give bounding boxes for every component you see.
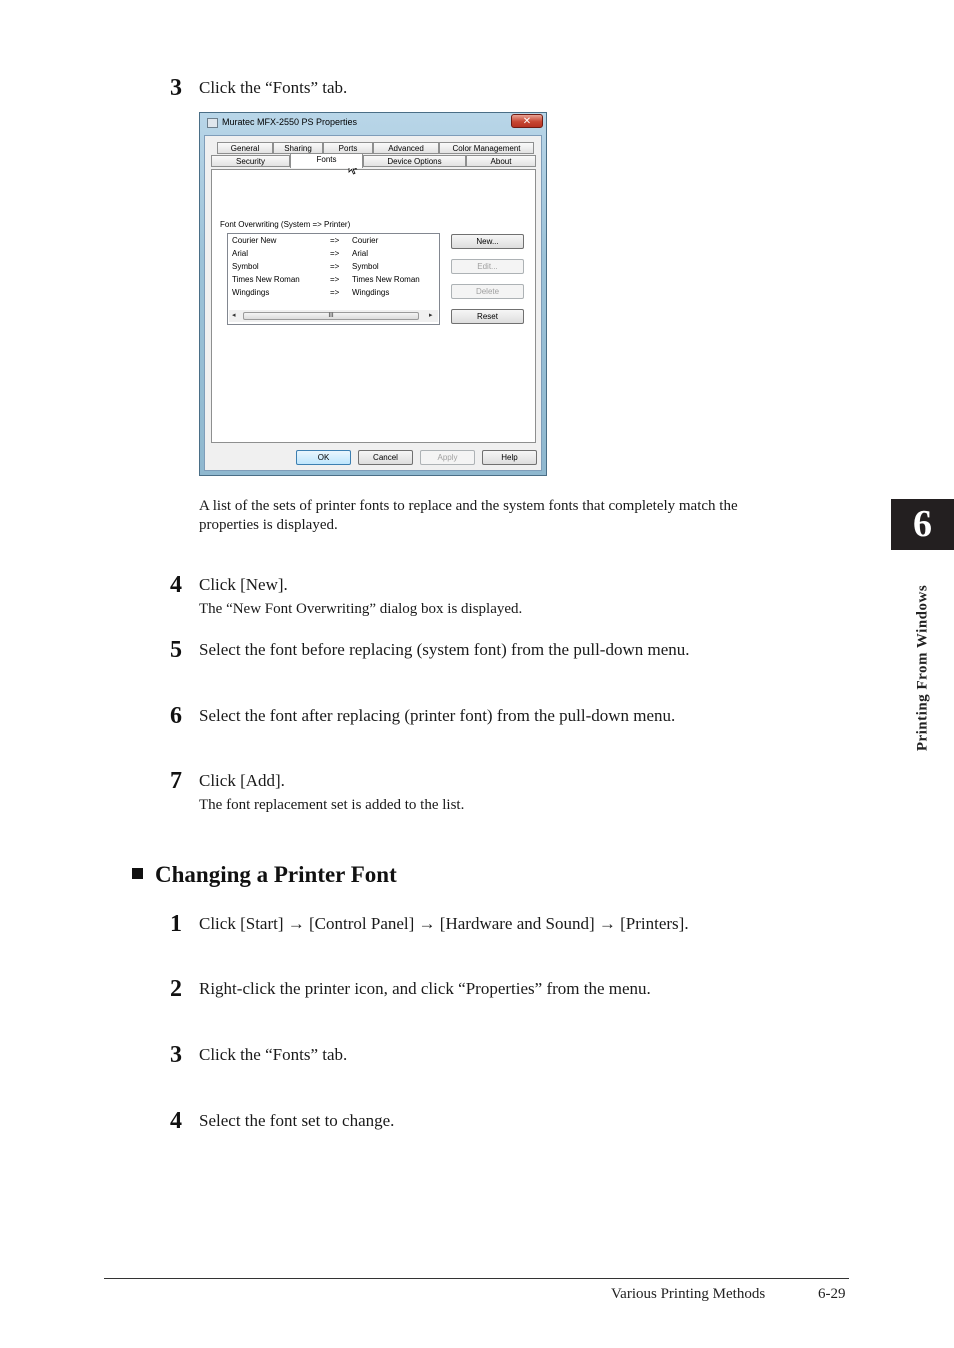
apply-button[interactable]: Apply: [420, 450, 475, 465]
caption-line-2: properties is displayed.: [199, 517, 338, 533]
dialog-body: [204, 135, 542, 471]
scroll-thumb[interactable]: III: [243, 312, 419, 320]
chapter-label: Printing From Windows: [914, 584, 931, 752]
printer-font: Symbol: [352, 262, 379, 271]
step-text: Select the font set to change.: [199, 1111, 395, 1130]
tab-ports[interactable]: Ports: [323, 142, 373, 154]
system-font: Wingdings: [232, 288, 270, 297]
printer-icon: [207, 118, 218, 128]
scroll-right-icon[interactable]: ▸: [429, 311, 433, 319]
step-number: 3: [170, 1042, 182, 1068]
edit-button[interactable]: Edit...: [451, 259, 524, 274]
step-text: Right-click the printer icon, and click “Properties” from the menu.: [199, 979, 651, 998]
printer-font: Times New Roman: [352, 275, 420, 284]
step-text: Click [Add].: [199, 771, 285, 790]
step-text: Select the font before replacing (system font) from the pull-down menu.: [199, 640, 690, 659]
tab-fonts[interactable]: Fonts: [290, 153, 363, 168]
page-number: 6-29: [818, 1286, 846, 1302]
step-number: 5: [170, 637, 182, 663]
fonts-panel: [211, 169, 536, 443]
font-overwriting-list[interactable]: [227, 233, 440, 325]
step-number: 1: [170, 911, 182, 937]
step-text: Click the “Fonts” tab.: [199, 78, 348, 97]
printer-properties-dialog: [199, 112, 547, 476]
footer-section: Various Printing Methods: [611, 1286, 766, 1302]
new-button[interactable]: New...: [451, 234, 524, 249]
step-text: Click [Start] → [Control Panel] → [Hardware and Sound] → [Printers].: [199, 914, 689, 933]
printer-font: Wingdings: [352, 288, 390, 297]
step-number: 6: [170, 703, 182, 729]
section-heading: [132, 862, 397, 888]
horizontal-scrollbar[interactable]: [229, 310, 438, 322]
close-button[interactable]: ✕: [511, 114, 543, 128]
map-arrow: =>: [330, 236, 340, 245]
reset-button[interactable]: Reset: [451, 309, 524, 324]
tab-about[interactable]: About: [466, 155, 536, 167]
system-font: Courier New: [232, 236, 277, 245]
step-text: Click the “Fonts” tab.: [199, 1045, 348, 1064]
tab-sharing[interactable]: Sharing: [273, 142, 323, 154]
tab-security[interactable]: Security: [211, 155, 290, 167]
tab-device-options[interactable]: Device Options: [363, 155, 466, 167]
chapter-tab: 6: [891, 499, 954, 550]
tab-color-management[interactable]: Color Management: [439, 142, 534, 154]
step-number: 3: [170, 75, 182, 101]
map-arrow: =>: [330, 288, 340, 297]
help-button[interactable]: Help: [482, 450, 537, 465]
step-number: 2: [170, 976, 182, 1002]
step-note: The font replacement set is added to the list.: [199, 797, 465, 813]
printer-font: Arial: [352, 249, 369, 258]
system-font: Arial: [232, 249, 249, 258]
step-number: 4: [170, 1108, 182, 1134]
printer-font: Courier: [352, 236, 379, 245]
caption: [199, 497, 839, 535]
map-arrow: =>: [330, 262, 340, 271]
map-arrow: =>: [330, 249, 340, 258]
tab-advanced[interactable]: Advanced: [373, 142, 439, 154]
caption-line-1: A list of the sets of printer fonts to replace and the system fonts that completely match the: [199, 498, 738, 514]
footer-rule: [104, 1278, 849, 1279]
map-arrow: =>: [330, 275, 340, 284]
step-text: Click [New].: [199, 575, 288, 594]
section-heading-text: Changing a Printer Font: [155, 862, 397, 887]
ok-button[interactable]: OK: [296, 450, 351, 465]
cancel-button[interactable]: Cancel: [358, 450, 413, 465]
delete-button[interactable]: Delete: [451, 284, 524, 299]
scroll-left-icon[interactable]: ◂: [232, 311, 236, 319]
tab-general[interactable]: General: [217, 142, 273, 154]
bullet-square-icon: [132, 868, 143, 879]
group-label: Font Overwriting (System => Printer): [220, 220, 351, 229]
system-font: Symbol: [232, 262, 259, 271]
step-note: The “New Font Overwriting” dialog box is displayed.: [199, 601, 523, 617]
step-number: 4: [170, 572, 182, 598]
system-font: Times New Roman: [232, 275, 300, 284]
dialog-title: Muratec MFX-2550 PS Properties: [222, 117, 358, 127]
step-text: Select the font after replacing (printer font) from the pull-down menu.: [199, 706, 676, 725]
step-number: 7: [170, 768, 182, 794]
